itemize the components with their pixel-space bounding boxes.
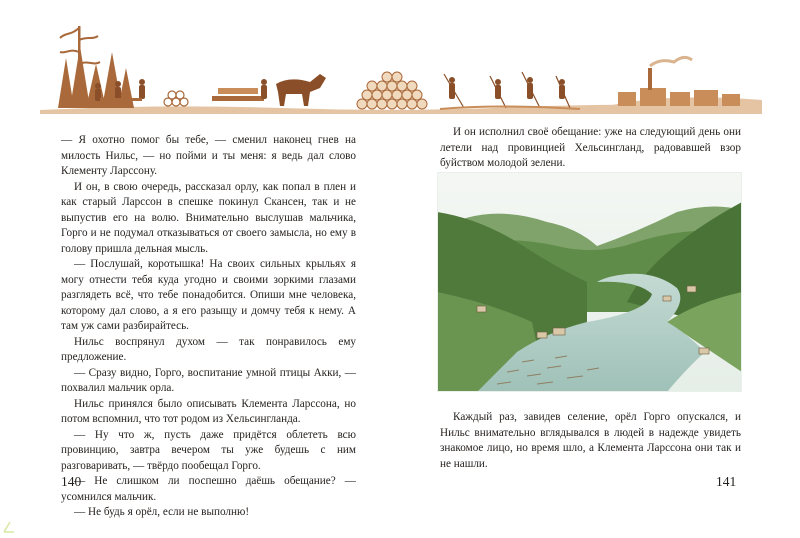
log-pile <box>164 91 188 106</box>
paragraph: Нильс воспрянул духом — так понравилось ему предложение. <box>61 335 356 363</box>
paragraph: Нильс принялся было описывать Клемента Ларссона, но потом вспомнил, что тот родом из Хельсингланда. <box>61 397 356 425</box>
paragraph: — Сразу видно, Горго, воспитание умной птицы Акки, — похвалил мальчик орла. <box>61 366 356 394</box>
paragraph: — Ну что ж, пусть даже придётся облететь всю провинцию, завтра вечером ты уже будешь с ним разговаривать, — твёрдо пообещал Горго. <box>61 428 356 472</box>
right-page-caption <box>440 410 741 472</box>
page-number-left: 140 <box>61 474 82 489</box>
paragraph: Каждый раз, завидев селение, орёл Горго опускался, и Нильс внимательно вглядывался в людей в надежде увидеть знакомое лицо, но время шло, а Клемента Ларссона они так и не нашли. <box>440 411 741 470</box>
sawmill-town <box>600 57 762 110</box>
right-page-intro <box>440 125 741 172</box>
paragraph: — Послушай, коротышка! На своих сильных крыльях я могу отнести тебя куда угодно и своими зоркими глазами разглядеть всё, что тебе понадобится. Опиши мне человека, которому дал слово, а я его разыщу и домчу тебя к нему. А там уж сами разбирайтесь. <box>61 258 356 332</box>
corner-mark-icon <box>2 518 18 534</box>
left-page-text <box>61 133 356 521</box>
page-number-right: 141 <box>716 474 737 489</box>
paragraph: И он, в свою очередь, рассказал орлу, как попал в плен и как старый Ларссон в спешке покинул Скансен, так и не выпустив его на волю. Внимательно выслушав мальчика, Горго и не подумал отказываться от своего замысла, но ему в голову пришла дельная мысль. <box>61 180 356 255</box>
river-workers <box>440 72 580 109</box>
paragraph: И он исполнил своё обещание: уже на следующий день они летели над провинцией Хельсингланд, радовавшей взор буйством молодой зелени. <box>440 126 741 169</box>
header-vignette <box>40 18 762 116</box>
paragraph: — Я охотно помог бы тебе, — сменил наконец гнев на милость Нильс, — но пойми и ты меня: я ведь дал слово Клементу Ларссону. <box>61 134 356 177</box>
horse-sled <box>212 74 326 106</box>
paragraph: — Не слишком ли поспешно даёшь обещание? — усомнился мальчик. <box>61 475 356 503</box>
timber-stack <box>357 72 427 109</box>
paragraph: — Не будь я орёл, если не выполню! <box>74 506 250 518</box>
valley-illustration <box>437 172 742 392</box>
